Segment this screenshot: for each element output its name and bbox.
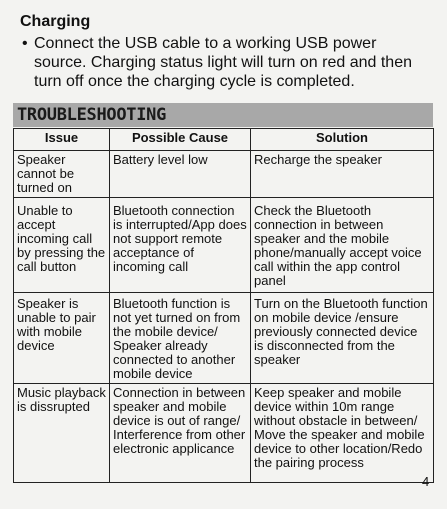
charging-instructions: Connect the USB cable to a working USB power source. Charging status light will turn on red and then turn off once the charging cycle is completed. [34,35,412,90]
charging-bullet-item [22,34,432,91]
troubleshooting-title: TROUBLESHOOTING [17,105,167,125]
table-row [14,384,434,483]
page-number: 4 [422,474,430,489]
column-header-solution: Solution [251,129,434,151]
solution-cell: Recharge the speaker [251,151,434,198]
cause-cell: Battery level low [110,151,251,198]
issue-cell: Speaker is unable to pair with mobile device [14,293,110,384]
issue-cell: Speaker cannot be turned on [14,151,110,198]
column-header-cause: Possible Cause [110,129,251,151]
column-header-issue: Issue [14,129,110,151]
solution-cell: Turn on the Bluetooth function on mobile device /ensure previously connected device is disconnected from the speaker [251,293,434,384]
table-row [14,151,434,198]
table-header-row [14,129,434,151]
cause-cell: Connection in between speaker and mobile device is out of range/ Interference from other electronic applicance [110,384,251,483]
table-row [14,293,434,384]
troubleshooting-table [13,128,434,483]
solution-cell: Check the Bluetooth connection in between speaker and the mobile phone/manually accept voice call within the app control panel [251,198,434,293]
cause-cell: Bluetooth connection is interrupted/App does not support remote acceptance of incoming call [110,198,251,293]
table-row [14,198,434,293]
charging-heading: Charging [20,13,91,30]
cause-cell: Bluetooth function is not yet turned on from the mobile device/ Speaker already connected to another mobile device [110,293,251,384]
troubleshooting-header-bar [13,103,433,127]
bullet-marker: • [22,35,28,52]
issue-cell: Music playback is dissrupted [14,384,110,483]
issue-cell: Unable to accept incoming call by pressing the call button [14,198,110,293]
solution-cell: Keep speaker and mobile device within 10m range without obstacle in between/ Move the speaker and mobile device to other location/Redo the pairing process [251,384,434,483]
